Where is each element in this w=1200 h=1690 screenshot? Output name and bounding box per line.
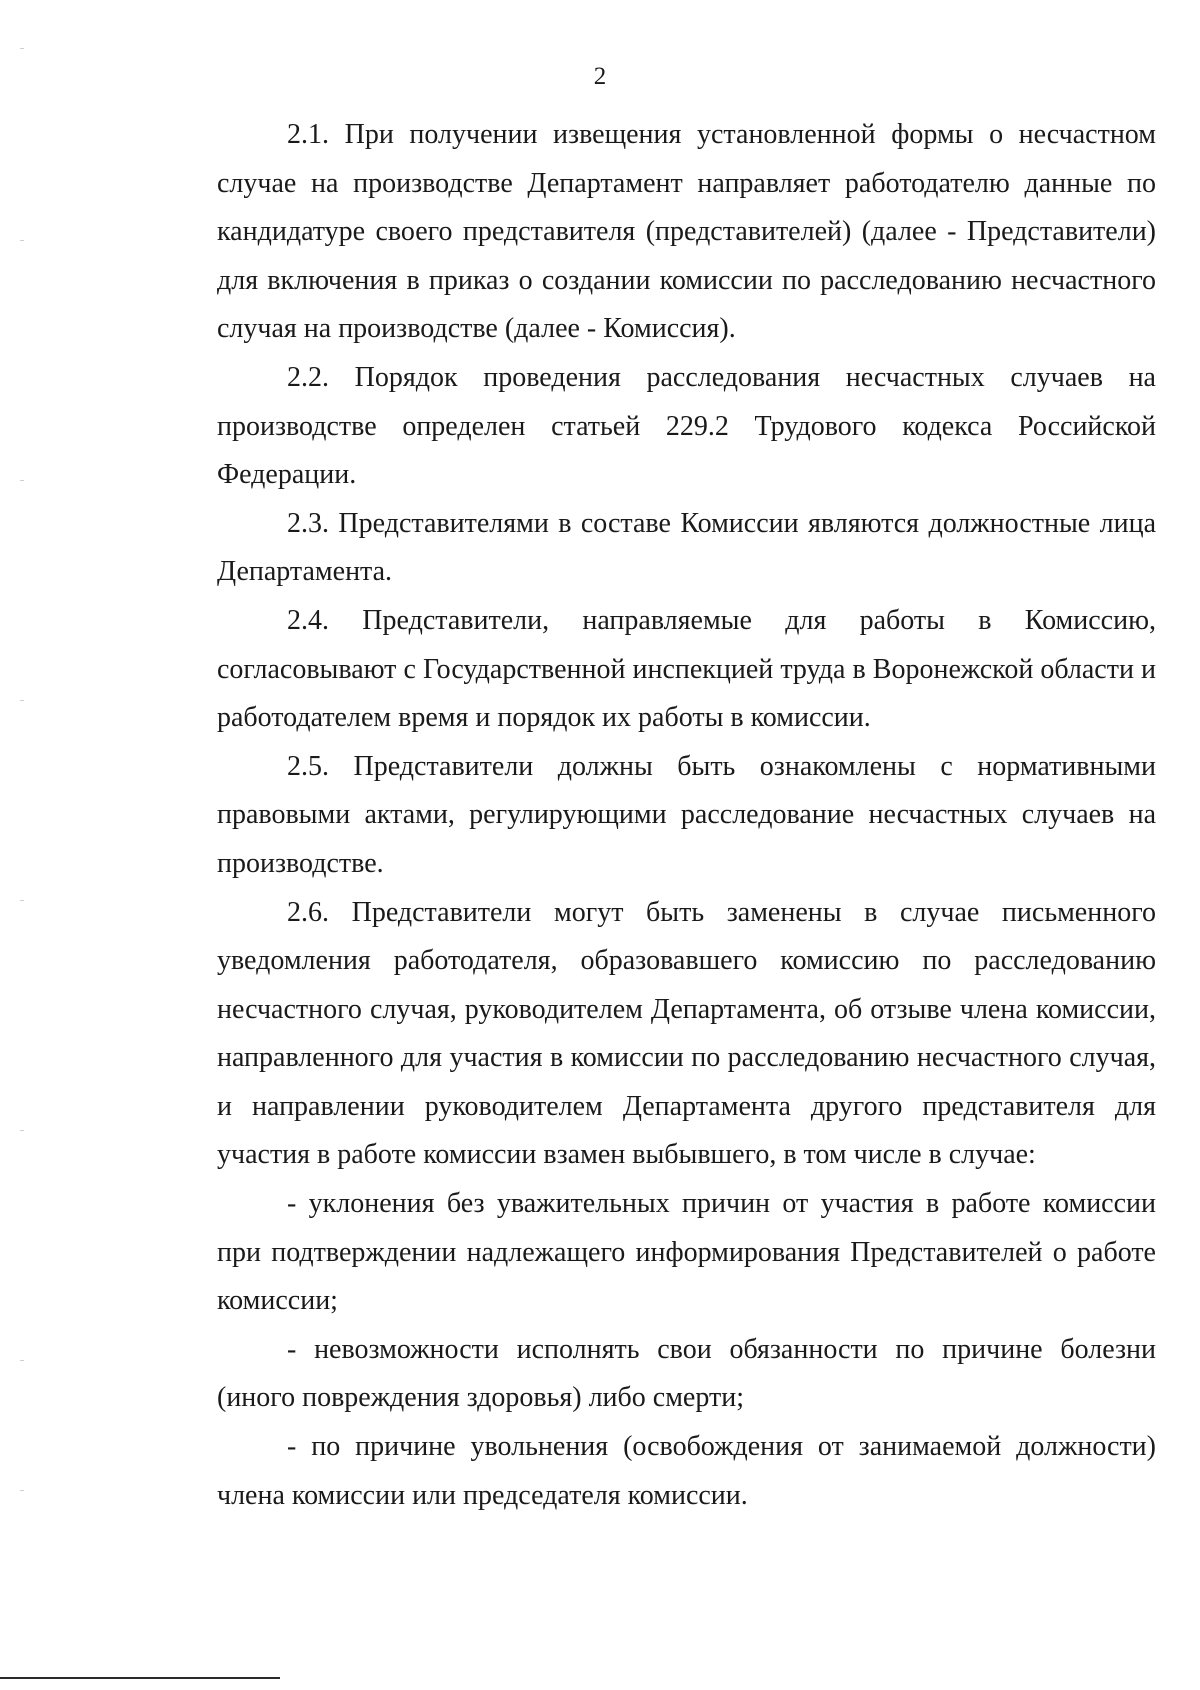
paragraph-2-6: 2.6. Представители могут быть заменены в случае письменного уведомления работодателя, образовавшего комиссию по расследованию несчастного случая, руководителем Департамента, об отзыве члена комиссии, направленного для участия в комиссии по расследованию несчастного случая, и направлении руководителем Департамента другого представителя для участия в работе комиссии взамен выбывшего, в том числе в случае: (217, 896, 1156, 1171)
scan-mark (20, 240, 24, 241)
scan-mark (20, 1360, 24, 1361)
page-number: 2 (593, 63, 607, 90)
paragraph-2-2: 2.2. Порядок проведения расследования несчастных случаев на производстве определен статьей 229.2 Трудового кодекса Российской Федерации. (217, 361, 1156, 491)
footer-rule (0, 1677, 280, 1679)
scan-mark (20, 1490, 24, 1491)
scan-margin-marks (20, 0, 26, 1690)
scan-mark (20, 1130, 24, 1131)
list-item-dismissal: - по причине увольнения (освобождения от занимаемой должности) члена комиссии или председателя комиссии. (217, 1431, 1156, 1511)
scan-mark (20, 900, 24, 901)
list-item-illness: - невозможности исполнять свои обязанности по причине болезни (иного повреждения здоровья) либо смерти; (217, 1333, 1156, 1414)
paragraph-2-4: 2.4. Представители, направляемые для работы в Комиссию, согласовывают с Государственной инспекцией труда в Воронежской области и работодателем время и порядок их работы в комиссии. (217, 604, 1156, 734)
scan-mark (20, 480, 24, 481)
paragraph-2-5: 2.5. Представители должны быть ознакомлены с нормативными правовыми актами, регулирующими расследование несчастных случаев на производстве. (217, 750, 1156, 879)
scan-mark (20, 48, 24, 49)
list-item-evasion: - уклонения без уважительных причин от участия в работе комиссии при подтверждении надлежащего информирования Представителей о работе комиссии; (217, 1188, 1156, 1317)
paragraph-2-1: 2.1. При получении извещения установленной формы о несчастном случае на производстве Департамент направляет работодателю данные по кандидатуре своего представителя (представителей) (далее - Представители) для включения в приказ о создании комиссии по расследованию несчастного случая на производстве (далее - Комиссия). (217, 119, 1156, 345)
scan-mark (20, 700, 24, 701)
paragraph-2-3: 2.3. Представителями в составе Комиссии являются должностные лица Департамента. (217, 507, 1156, 588)
document-body (217, 111, 1156, 1520)
